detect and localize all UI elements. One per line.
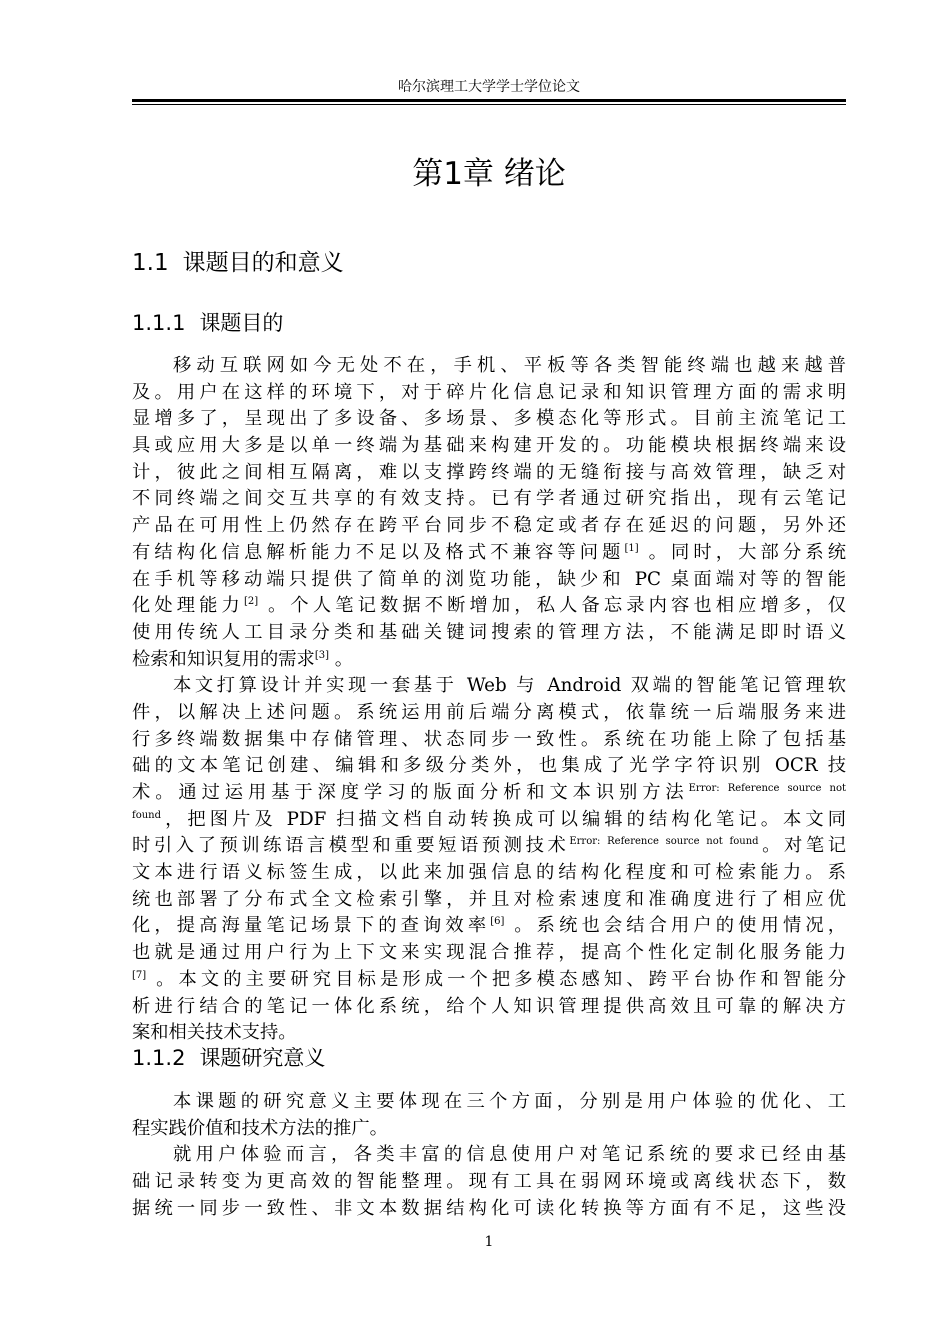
citation-marker: Error: Reference source not found	[569, 836, 759, 848]
body-text-purpose	[132, 353, 846, 1047]
text-line	[132, 833, 846, 860]
text-line	[132, 887, 846, 914]
text-line	[132, 433, 846, 460]
line-text: 据统一同步一致性、非文本数据结构化可读化转换等方面有不足，这些没	[132, 1197, 846, 1219]
line-text: 不同终端之间交互共享的有效支持。已有学者通过研究指出，现有云笔记	[132, 488, 846, 510]
line-text: 案和相关技术支持。	[132, 1022, 297, 1044]
subsection-heading-1	[132, 309, 283, 337]
text-line	[132, 647, 846, 674]
line-text: 计，彼此之间相互隔离，难以支撑跨终端的无缝衔接与高效管理，缺乏对	[132, 461, 846, 483]
text-line	[132, 860, 846, 887]
line-text: 具或应用大多是以单一终端为基础来构建开发的。功能模块根据终端来设	[132, 435, 846, 457]
line-text: 化，提高海量笔记场景下的查询效率	[132, 915, 491, 937]
citation-marker: [1]	[624, 542, 639, 554]
line-text: 本文打算设计并实现一套基于 Web 与 Android 双端的智能笔记管理软	[173, 675, 846, 697]
line-text: 术。通过运用基于深度学习的版面分析和文本识别方法	[132, 782, 689, 803]
line-text: 也就是通过用户行为上下文来实现混合推荐，提高个性化定制化服务能力	[132, 942, 846, 964]
text-line	[132, 940, 846, 967]
citation-marker: [3]	[314, 649, 329, 661]
line-text: 析进行结合的笔记一体化系统，给个人知识管理提供高效且可靠的解决方	[132, 995, 846, 1017]
subsection-number: 1.1.2	[132, 1046, 186, 1070]
subsection-title: 课题目的	[199, 311, 284, 335]
header-rule-thick	[132, 99, 846, 102]
page-number: 1	[484, 1234, 494, 1250]
citation-marker: Error: Reference source not	[688, 783, 846, 794]
line-text: 件，以解决上述问题。系统运用前后端分离模式，依靠统一后端服务来进	[132, 701, 846, 723]
line-text: 文本进行语义标签生成，以此来加强信息的结构化程度和可检索能力。系	[132, 862, 846, 884]
section-heading	[132, 248, 344, 278]
text-line	[132, 1196, 846, 1223]
text-line	[132, 513, 846, 540]
running-header: 哈尔滨理工大学学士学位论文	[398, 79, 580, 95]
subsection-heading-2	[132, 1044, 325, 1072]
line-text: 行多终端数据集中存储管理、状态同步一致性。系统在功能上除了包括基	[132, 728, 846, 750]
text-line	[132, 620, 846, 647]
text-line	[132, 1116, 846, 1143]
text-line	[132, 700, 846, 727]
line-text-after-citation: 。	[328, 648, 354, 670]
line-text: 在手机等移动端只提供了简单的浏览功能，缺少和 PC 桌面端对等的智能	[132, 568, 846, 590]
line-text: 本课题的研究意义主要体现在三个方面，分别是用户体验的优化、工	[173, 1091, 846, 1112]
line-text: 化处理能力	[132, 595, 244, 617]
citation-marker: [6]	[490, 916, 505, 928]
line-text: 础记录转变为更高效的智能整理。现有工具在弱网环境或离线状态下，数	[132, 1171, 846, 1193]
text-line	[132, 994, 846, 1021]
line-text-after-citation: ，把图片及 PDF 扫描文档自动转换成可以编辑的结构化笔记。本文同	[161, 808, 846, 830]
line-text: 及。用户在这样的环境下，对于碎片化信息记录和知识管理方面的需求明	[132, 381, 846, 403]
subsection-title: 课题研究意义	[199, 1046, 326, 1070]
text-line	[132, 567, 846, 594]
line-text-after-citation: 。个人笔记数据不断增加，私人备忘录内容也相应增多，仅	[258, 595, 846, 617]
text-line	[132, 807, 846, 834]
text-line	[132, 727, 846, 754]
line-text: 显增多了，呈现出了多设备、多场景、多模态化等形式。目前主流笔记工	[132, 408, 846, 430]
body-text-significance	[132, 1089, 846, 1222]
subsection-number: 1.1.1	[132, 311, 186, 335]
line-text: 础的文本笔记创建、编辑和多级分类外，也集成了光学字符识别 OCR 技	[132, 755, 846, 777]
text-line	[132, 540, 846, 567]
text-line	[132, 967, 846, 994]
text-line	[132, 1020, 846, 1047]
text-line	[132, 913, 846, 940]
text-line	[132, 460, 846, 487]
citation-marker: found	[132, 809, 162, 821]
line-text: 时引入了预训练语言模型和重要短语预测技术	[132, 835, 570, 857]
line-text-after-citation: 。系统也会结合用户的使用情况，	[504, 915, 846, 937]
text-line	[132, 1089, 846, 1116]
text-line	[132, 353, 846, 380]
line-text: 检索和知识复用的需求	[132, 648, 315, 670]
text-line	[132, 673, 846, 700]
text-line	[132, 380, 846, 407]
chapter-title: 第1章 绪论	[412, 156, 566, 192]
line-text-after-citation: 。本文的主要研究目标是形成一个把多模态感知、跨平台协作和智能分	[146, 968, 846, 990]
section-title: 课题目的和意义	[182, 250, 344, 276]
line-text: 就用户体验而言，各类丰富的信息使用户对笔记系统的要求已经由基	[173, 1144, 846, 1166]
citation-marker: [7]	[132, 969, 147, 981]
text-line	[132, 406, 846, 433]
line-text: 统也部署了分布式全文检索引擎，并且对检索速度和准确度进行了相应优	[132, 888, 846, 910]
header-rule-thin	[132, 104, 846, 105]
text-line	[132, 1169, 846, 1196]
text-line	[132, 1142, 846, 1169]
line-text: 有结构化信息解析能力不足以及格式不兼容等问题	[132, 541, 625, 563]
section-number: 1.1	[132, 250, 169, 276]
line-text: 移动互联网如今无处不在，手机、平板等各类智能终端也越来越普	[173, 355, 846, 376]
text-line	[132, 780, 846, 807]
text-line	[132, 753, 846, 780]
line-text: 程实践价值和技术方法的推广。	[132, 1117, 388, 1139]
line-text-after-citation: 。同时，大部分系统	[638, 541, 846, 563]
line-text: 使用传统人工目录分类和基础关键词搜索的管理方法，不能满足即时语义	[132, 621, 846, 643]
text-line	[132, 593, 846, 620]
text-line	[132, 486, 846, 513]
line-text: 产品在可用性上仍然存在跨平台同步不稳定或者存在延迟的问题，另外还	[132, 515, 846, 537]
line-text-after-citation: 。对笔记	[758, 835, 846, 857]
citation-marker: [2]	[243, 596, 259, 608]
